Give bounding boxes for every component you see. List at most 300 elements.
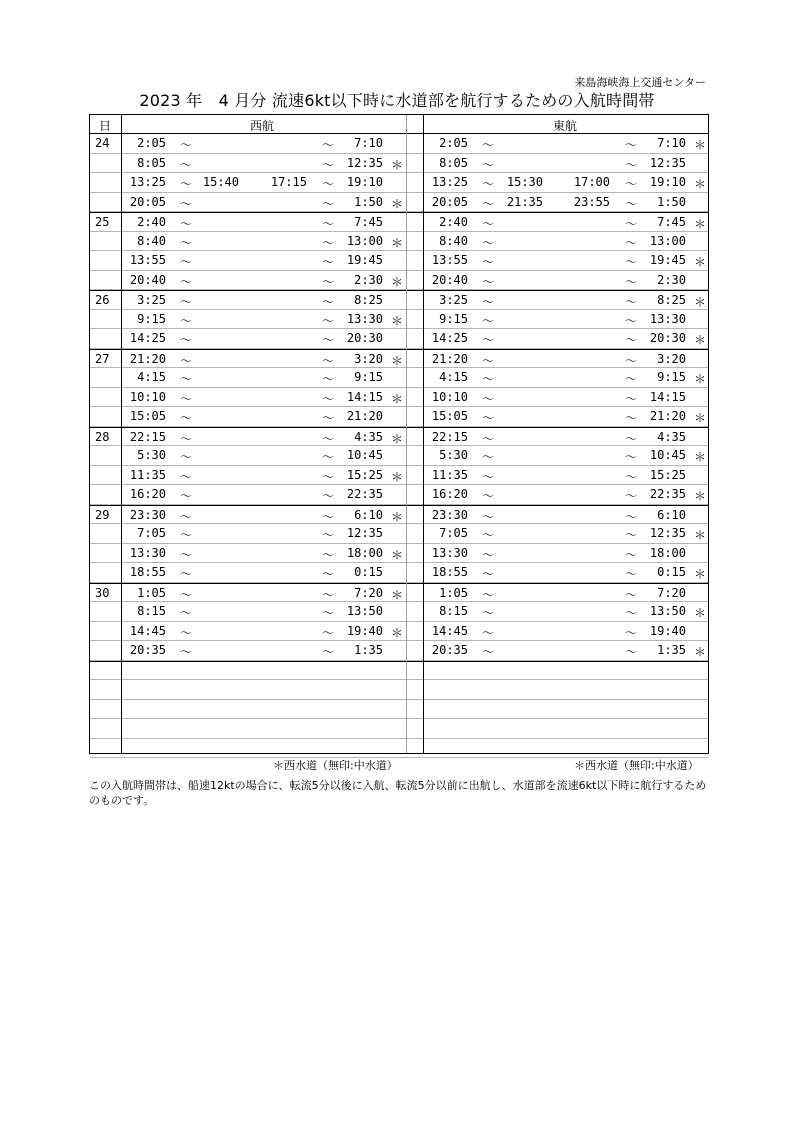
east-start: 3:25 bbox=[439, 293, 468, 307]
east-tilde-1: ～ bbox=[482, 567, 495, 581]
west-tilde-2: ～ bbox=[322, 411, 335, 425]
east-tilde-1: ～ bbox=[482, 411, 495, 425]
east-tilde-1: ～ bbox=[482, 606, 495, 620]
west-tilde-1: ～ bbox=[180, 528, 193, 542]
west-start: 20:35 bbox=[129, 643, 166, 657]
table-row bbox=[90, 739, 708, 759]
west-tilde-1: ～ bbox=[180, 606, 193, 620]
west-mark: ＊ bbox=[391, 587, 404, 602]
west-tilde-1: ～ bbox=[180, 353, 193, 368]
table-row bbox=[90, 193, 708, 213]
east-start: 9:15 bbox=[439, 311, 468, 326]
west-tilde-2: ～ bbox=[322, 217, 335, 231]
east-start: 21:20 bbox=[431, 351, 468, 366]
table-row bbox=[90, 446, 708, 466]
table-row bbox=[90, 661, 708, 681]
east-tilde-2: ～ bbox=[625, 606, 638, 620]
west-start: 21:20 bbox=[129, 351, 166, 366]
east-tilde-1: ～ bbox=[482, 217, 495, 231]
table-row bbox=[90, 544, 708, 564]
west-end: 6:10 bbox=[354, 507, 383, 522]
east-tilde-1: ～ bbox=[482, 157, 495, 172]
west-start: 20:05 bbox=[129, 194, 166, 209]
west-start: 11:35 bbox=[129, 467, 166, 482]
east-mark: ＊ bbox=[694, 138, 707, 152]
west-mark: ＊ bbox=[391, 469, 404, 484]
east-start: 15:05 bbox=[431, 409, 468, 423]
east-tilde-2: ～ bbox=[625, 625, 638, 640]
west-end: 9:15 bbox=[354, 370, 383, 384]
west-tilde-1: ～ bbox=[180, 138, 193, 152]
east-end: 14:15 bbox=[649, 389, 686, 404]
east-end: 12:35 bbox=[649, 526, 686, 540]
west-end: 15:25 bbox=[346, 467, 383, 482]
west-start: 22:15 bbox=[129, 429, 166, 444]
east-start: 20:35 bbox=[431, 643, 468, 657]
west-tilde-1: ～ bbox=[180, 177, 193, 191]
west-end: 22:35 bbox=[346, 487, 383, 501]
west-start: 13:30 bbox=[129, 545, 166, 560]
east-tilde-2: ～ bbox=[625, 528, 638, 542]
east-start: 13:30 bbox=[431, 545, 468, 560]
west-end: 19:10 bbox=[346, 175, 383, 189]
west-start: 18:55 bbox=[129, 565, 166, 579]
west-mark: ＊ bbox=[391, 509, 404, 524]
table-row bbox=[90, 505, 708, 525]
west-tilde-2: ～ bbox=[322, 196, 335, 211]
header-east: 東航 bbox=[553, 119, 578, 133]
legend-west: ＊西水道（無印:中水道） bbox=[273, 759, 398, 772]
west-tilde-2: ～ bbox=[322, 587, 335, 602]
west-tilde-2: ～ bbox=[322, 295, 335, 309]
day-cell: 26 bbox=[95, 293, 110, 307]
east-end: 4:35 bbox=[657, 429, 686, 444]
west-end: 2:30 bbox=[354, 272, 383, 287]
west-mark: ＊ bbox=[391, 547, 404, 562]
east-tilde-1: ～ bbox=[482, 489, 495, 503]
west-mark: ＊ bbox=[391, 625, 404, 640]
west-end: 3:20 bbox=[354, 351, 383, 366]
east-mark: ＊ bbox=[694, 372, 707, 386]
west-start: 9:15 bbox=[137, 311, 166, 326]
west-tilde-2: ～ bbox=[322, 645, 335, 659]
west-mark: ＊ bbox=[391, 431, 404, 446]
west-tilde-1: ～ bbox=[180, 255, 193, 269]
west-end: 10:45 bbox=[346, 448, 383, 462]
east-start: 5:30 bbox=[439, 448, 468, 462]
west-end: 20:30 bbox=[346, 331, 383, 345]
table-row bbox=[90, 173, 708, 193]
west-mid-2: 17:15 bbox=[270, 175, 307, 189]
east-mark: ＊ bbox=[694, 528, 707, 542]
east-tilde-2: ～ bbox=[625, 567, 638, 581]
footnote: この入航時間帯は、船速12ktの場合に、転流5分以後に入航、転流5分以前に出航し、水道部を流速6kt以下時に航行するためのものです。 bbox=[89, 779, 707, 807]
east-end: 19:10 bbox=[649, 175, 686, 189]
east-start: 10:10 bbox=[431, 389, 468, 404]
west-end: 21:20 bbox=[346, 409, 383, 423]
west-mid-1: 15:40 bbox=[202, 175, 239, 189]
table-row bbox=[90, 232, 708, 252]
west-tilde-2: ～ bbox=[322, 177, 335, 191]
west-start: 2:40 bbox=[137, 215, 166, 229]
east-end: 19:40 bbox=[649, 623, 686, 638]
west-tilde-2: ～ bbox=[322, 333, 335, 347]
east-tilde-2: ～ bbox=[625, 353, 638, 368]
east-tilde-2: ～ bbox=[625, 274, 638, 289]
east-end: 3:20 bbox=[657, 351, 686, 366]
west-start: 4:15 bbox=[137, 370, 166, 384]
table-row bbox=[90, 329, 708, 349]
east-tilde-2: ～ bbox=[625, 177, 638, 191]
west-tilde-1: ～ bbox=[180, 313, 193, 328]
east-start: 8:15 bbox=[439, 604, 468, 618]
west-end: 1:50 bbox=[354, 194, 383, 209]
table-row bbox=[90, 212, 708, 232]
east-end: 1:50 bbox=[657, 194, 686, 209]
table-row bbox=[90, 251, 708, 271]
west-tilde-2: ～ bbox=[322, 528, 335, 542]
day-cell: 29 bbox=[95, 507, 110, 522]
west-tilde-1: ～ bbox=[180, 411, 193, 425]
west-tilde-1: ～ bbox=[180, 645, 193, 659]
west-tilde-2: ～ bbox=[322, 450, 335, 464]
west-tilde-2: ～ bbox=[322, 274, 335, 289]
east-tilde-2: ～ bbox=[625, 587, 638, 602]
west-end: 8:25 bbox=[354, 293, 383, 307]
table-row bbox=[90, 622, 708, 642]
table-row bbox=[90, 310, 708, 330]
west-tilde-1: ～ bbox=[180, 235, 193, 250]
west-start: 15:05 bbox=[129, 409, 166, 423]
west-tilde-1: ～ bbox=[180, 625, 193, 640]
east-start: 11:35 bbox=[431, 467, 468, 482]
table-row bbox=[90, 154, 708, 174]
west-tilde-1: ～ bbox=[180, 431, 193, 446]
east-mark: ＊ bbox=[694, 411, 707, 425]
west-start: 23:30 bbox=[129, 507, 166, 522]
east-end: 10:45 bbox=[649, 448, 686, 462]
day-cell: 30 bbox=[95, 585, 110, 600]
header-day: 日 bbox=[99, 119, 112, 133]
east-start: 2:05 bbox=[439, 136, 468, 150]
east-tilde-1: ～ bbox=[482, 372, 495, 386]
east-start: 8:05 bbox=[439, 155, 468, 170]
east-tilde-1: ～ bbox=[482, 431, 495, 446]
legend-east: ＊西水道（無印:中水道） bbox=[574, 759, 699, 772]
table-row bbox=[90, 134, 708, 154]
table-row bbox=[90, 641, 708, 661]
west-tilde-2: ～ bbox=[322, 431, 335, 446]
divider-east-start bbox=[423, 115, 424, 753]
west-tilde-2: ～ bbox=[322, 509, 335, 524]
west-end: 12:35 bbox=[346, 526, 383, 540]
west-tilde-1: ～ bbox=[180, 196, 193, 211]
west-end: 4:35 bbox=[354, 429, 383, 444]
organization-name: 来島海峡海上交通センター bbox=[574, 76, 706, 89]
west-tilde-2: ～ bbox=[322, 606, 335, 620]
west-start: 14:25 bbox=[129, 331, 166, 345]
east-start: 20:40 bbox=[431, 272, 468, 287]
west-tilde-1: ～ bbox=[180, 295, 193, 309]
west-start: 8:05 bbox=[137, 155, 166, 170]
west-start: 1:05 bbox=[137, 585, 166, 600]
west-mark: ＊ bbox=[391, 353, 404, 368]
east-end: 15:25 bbox=[649, 467, 686, 482]
table-row bbox=[90, 719, 708, 739]
east-mark: ＊ bbox=[694, 606, 707, 620]
table-row bbox=[90, 563, 708, 583]
day-cell: 25 bbox=[95, 215, 110, 229]
east-mark: ＊ bbox=[694, 645, 707, 659]
east-end: 20:30 bbox=[649, 331, 686, 345]
east-end: 12:35 bbox=[649, 155, 686, 170]
west-start: 13:55 bbox=[129, 253, 166, 267]
table-row bbox=[90, 271, 708, 291]
west-end: 19:40 bbox=[346, 623, 383, 638]
west-tilde-1: ～ bbox=[180, 157, 193, 172]
east-mark: ＊ bbox=[694, 450, 707, 464]
west-tilde-2: ～ bbox=[322, 391, 335, 406]
west-start: 20:40 bbox=[129, 272, 166, 287]
west-tilde-2: ～ bbox=[322, 489, 335, 503]
east-end: 8:25 bbox=[657, 293, 686, 307]
east-mark: ＊ bbox=[694, 333, 707, 347]
east-tilde-1: ～ bbox=[482, 177, 495, 191]
east-mark: ＊ bbox=[694, 217, 707, 231]
west-tilde-1: ～ bbox=[180, 567, 193, 581]
east-end: 13:30 bbox=[649, 311, 686, 326]
west-tilde-2: ～ bbox=[322, 313, 335, 328]
east-tilde-2: ～ bbox=[625, 138, 638, 152]
west-tilde-1: ～ bbox=[180, 489, 193, 503]
west-tilde-1: ～ bbox=[180, 450, 193, 464]
west-end: 13:30 bbox=[346, 311, 383, 326]
east-mark: ＊ bbox=[694, 255, 707, 269]
table-row bbox=[90, 680, 708, 700]
west-start: 8:40 bbox=[137, 233, 166, 248]
east-start: 20:05 bbox=[431, 194, 468, 209]
west-end: 7:10 bbox=[354, 136, 383, 150]
east-mid-2: 17:00 bbox=[573, 175, 610, 189]
timetable bbox=[89, 114, 709, 754]
east-tilde-1: ～ bbox=[482, 353, 495, 368]
divider-day bbox=[121, 115, 122, 753]
west-tilde-2: ～ bbox=[322, 235, 335, 250]
east-end: 0:15 bbox=[657, 565, 686, 579]
east-tilde-2: ～ bbox=[625, 547, 638, 562]
east-tilde-2: ～ bbox=[625, 196, 638, 211]
east-mark: ＊ bbox=[694, 295, 707, 309]
page-title: 2023 年 4 月分 流速6kt以下時に水道部を航行するための入航時間帯 bbox=[139, 91, 655, 110]
east-tilde-2: ～ bbox=[625, 235, 638, 250]
east-start: 1:05 bbox=[439, 585, 468, 600]
table-row bbox=[90, 466, 708, 486]
west-tilde-1: ～ bbox=[180, 547, 193, 562]
table-row bbox=[90, 524, 708, 544]
east-tilde-2: ～ bbox=[625, 450, 638, 464]
west-start: 8:15 bbox=[137, 604, 166, 618]
west-start: 16:20 bbox=[129, 487, 166, 501]
west-start: 3:25 bbox=[137, 293, 166, 307]
east-mid-1: 21:35 bbox=[506, 194, 543, 209]
west-start: 2:05 bbox=[137, 136, 166, 150]
west-mark: ＊ bbox=[391, 313, 404, 328]
table-row bbox=[90, 368, 708, 388]
east-start: 13:25 bbox=[431, 175, 468, 189]
east-tilde-2: ～ bbox=[625, 217, 638, 231]
west-mark: ＊ bbox=[391, 157, 404, 172]
table-row bbox=[90, 427, 708, 447]
east-start: 2:40 bbox=[439, 215, 468, 229]
west-start: 14:45 bbox=[129, 623, 166, 638]
table-row bbox=[90, 349, 708, 369]
east-tilde-1: ～ bbox=[482, 450, 495, 464]
east-tilde-1: ～ bbox=[482, 138, 495, 152]
west-tilde-1: ～ bbox=[180, 391, 193, 406]
table-header-row bbox=[90, 115, 708, 134]
east-end: 9:15 bbox=[657, 370, 686, 384]
day-cell: 28 bbox=[95, 429, 110, 444]
east-tilde-2: ～ bbox=[625, 489, 638, 503]
east-tilde-1: ～ bbox=[482, 509, 495, 524]
west-end: 14:15 bbox=[346, 389, 383, 404]
east-start: 16:20 bbox=[431, 487, 468, 501]
east-tilde-2: ～ bbox=[625, 391, 638, 406]
west-end: 0:15 bbox=[354, 565, 383, 579]
east-end: 13:50 bbox=[649, 604, 686, 618]
day-cell: 24 bbox=[95, 136, 110, 150]
east-tilde-1: ～ bbox=[482, 196, 495, 211]
west-tilde-2: ～ bbox=[322, 547, 335, 562]
east-end: 19:45 bbox=[649, 253, 686, 267]
west-end: 18:00 bbox=[346, 545, 383, 560]
east-tilde-2: ～ bbox=[625, 469, 638, 484]
west-mark: ＊ bbox=[391, 274, 404, 289]
west-tilde-2: ～ bbox=[322, 353, 335, 368]
east-tilde-1: ～ bbox=[482, 547, 495, 562]
west-start: 5:30 bbox=[137, 448, 166, 462]
east-tilde-2: ～ bbox=[625, 333, 638, 347]
west-mark: ＊ bbox=[391, 196, 404, 211]
east-tilde-2: ～ bbox=[625, 645, 638, 659]
day-cell: 27 bbox=[95, 351, 110, 366]
east-start: 14:45 bbox=[431, 623, 468, 638]
west-tilde-1: ～ bbox=[180, 587, 193, 602]
east-start: 8:40 bbox=[439, 233, 468, 248]
west-end: 13:00 bbox=[346, 233, 383, 248]
east-tilde-2: ～ bbox=[625, 313, 638, 328]
east-start: 4:15 bbox=[439, 370, 468, 384]
east-end: 6:10 bbox=[657, 507, 686, 522]
east-tilde-1: ～ bbox=[482, 255, 495, 269]
west-end: 1:35 bbox=[354, 643, 383, 657]
east-start: 23:30 bbox=[431, 507, 468, 522]
east-tilde-1: ～ bbox=[482, 469, 495, 484]
east-mark: ＊ bbox=[694, 567, 707, 581]
west-tilde-1: ～ bbox=[180, 217, 193, 231]
east-start: 7:05 bbox=[439, 526, 468, 540]
west-end: 12:35 bbox=[346, 155, 383, 170]
west-tilde-2: ～ bbox=[322, 625, 335, 640]
west-start: 7:05 bbox=[137, 526, 166, 540]
east-tilde-1: ～ bbox=[482, 313, 495, 328]
east-end: 2:30 bbox=[657, 272, 686, 287]
east-tilde-2: ～ bbox=[625, 295, 638, 309]
west-tilde-1: ～ bbox=[180, 333, 193, 347]
west-start: 10:10 bbox=[129, 389, 166, 404]
west-end: 19:45 bbox=[346, 253, 383, 267]
west-tilde-1: ～ bbox=[180, 469, 193, 484]
east-start: 22:15 bbox=[431, 429, 468, 444]
west-tilde-2: ～ bbox=[322, 255, 335, 269]
table-row bbox=[90, 407, 708, 427]
table-row bbox=[90, 700, 708, 720]
east-tilde-2: ～ bbox=[625, 431, 638, 446]
west-end: 7:45 bbox=[354, 215, 383, 229]
east-mid-2: 23:55 bbox=[573, 194, 610, 209]
east-tilde-1: ～ bbox=[482, 333, 495, 347]
east-start: 13:55 bbox=[431, 253, 468, 267]
east-tilde-1: ～ bbox=[482, 528, 495, 542]
east-end: 7:10 bbox=[657, 136, 686, 150]
east-tilde-1: ～ bbox=[482, 391, 495, 406]
east-tilde-2: ～ bbox=[625, 509, 638, 524]
west-tilde-1: ～ bbox=[180, 274, 193, 289]
east-mark: ＊ bbox=[694, 177, 707, 191]
table-row bbox=[90, 485, 708, 505]
east-tilde-1: ～ bbox=[482, 625, 495, 640]
east-end: 7:45 bbox=[657, 215, 686, 229]
east-end: 13:00 bbox=[649, 233, 686, 248]
west-tilde-2: ～ bbox=[322, 157, 335, 172]
west-end: 13:50 bbox=[346, 604, 383, 618]
east-end: 22:35 bbox=[649, 487, 686, 501]
east-tilde-2: ～ bbox=[625, 255, 638, 269]
west-start: 13:25 bbox=[129, 175, 166, 189]
table-row bbox=[90, 290, 708, 310]
west-tilde-2: ～ bbox=[322, 138, 335, 152]
east-tilde-2: ～ bbox=[625, 157, 638, 172]
east-tilde-1: ～ bbox=[482, 235, 495, 250]
east-tilde-1: ～ bbox=[482, 587, 495, 602]
header-west: 西航 bbox=[250, 119, 275, 133]
west-tilde-2: ～ bbox=[322, 372, 335, 386]
east-end: 7:20 bbox=[657, 585, 686, 600]
west-end: 7:20 bbox=[354, 585, 383, 600]
east-tilde-1: ～ bbox=[482, 295, 495, 309]
west-mark: ＊ bbox=[391, 391, 404, 406]
east-tilde-2: ～ bbox=[625, 411, 638, 425]
west-mark: ＊ bbox=[391, 235, 404, 250]
west-tilde-1: ～ bbox=[180, 509, 193, 524]
east-tilde-2: ～ bbox=[625, 372, 638, 386]
table-row bbox=[90, 602, 708, 622]
east-end: 18:00 bbox=[649, 545, 686, 560]
east-start: 18:55 bbox=[431, 565, 468, 579]
west-tilde-2: ～ bbox=[322, 469, 335, 484]
east-tilde-1: ～ bbox=[482, 274, 495, 289]
east-tilde-1: ～ bbox=[482, 645, 495, 659]
east-end: 21:20 bbox=[649, 409, 686, 423]
east-mark: ＊ bbox=[694, 489, 707, 503]
east-end: 1:35 bbox=[657, 643, 686, 657]
table-row bbox=[90, 388, 708, 408]
west-tilde-1: ～ bbox=[180, 372, 193, 386]
east-mid-1: 15:30 bbox=[506, 175, 543, 189]
table-row bbox=[90, 583, 708, 603]
west-tilde-2: ～ bbox=[322, 567, 335, 581]
divider-west-end bbox=[406, 115, 407, 753]
